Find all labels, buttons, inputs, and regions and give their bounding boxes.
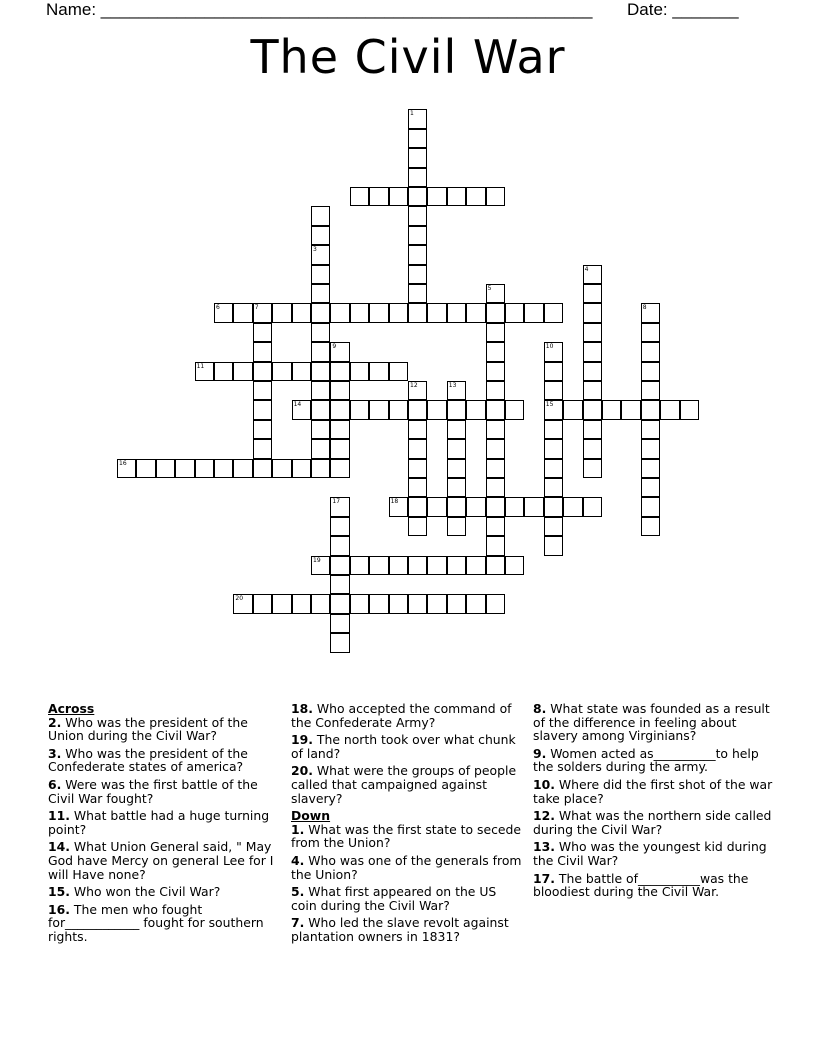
crossword-cell[interactable] (408, 459, 427, 478)
crossword-cell[interactable] (447, 400, 466, 419)
crossword-cell[interactable] (175, 459, 194, 478)
crossword-cell[interactable] (641, 497, 660, 516)
crossword-cell[interactable] (311, 556, 330, 575)
crossword-cell[interactable] (408, 439, 427, 458)
crossword-cell[interactable] (486, 536, 505, 555)
clue-number: 1. (291, 821, 305, 837)
clue-text: Who won the Civil War? (69, 884, 221, 900)
crossword-cell[interactable] (408, 400, 427, 419)
crossword-cell[interactable] (641, 517, 660, 536)
clue-item (291, 916, 523, 943)
crossword-cell[interactable] (583, 439, 602, 458)
clue-number-label: 14 (293, 401, 302, 409)
crossword-cell[interactable] (505, 556, 524, 575)
clue-number-label: 13 (448, 382, 457, 389)
clue-number-label: 16 (119, 459, 127, 467)
clue-number-label: 15 (545, 401, 554, 409)
crossword-cell[interactable] (369, 556, 388, 575)
crossword-cell[interactable] (350, 556, 369, 575)
crossword-cell[interactable] (311, 342, 330, 361)
clue-number: 17. (533, 870, 555, 886)
crossword-cell[interactable] (233, 362, 252, 381)
crossword-cell[interactable] (408, 284, 427, 303)
crossword-cell[interactable] (680, 400, 699, 419)
crossword-cell[interactable] (505, 400, 524, 419)
crossword-cell[interactable] (253, 420, 272, 439)
clue-text: The battle of__________was the bloodiest during the Civil War. (533, 870, 749, 900)
crossword-cell[interactable] (272, 362, 291, 381)
crossword-cell[interactable] (253, 323, 272, 342)
clue-number-label: 3 (313, 246, 317, 254)
crossword-cell[interactable] (272, 303, 291, 322)
clue-number: 18. (291, 701, 313, 716)
crossword-cell[interactable] (544, 303, 563, 322)
clue-text: Who led the slave revolt against plantation owners in 1831? (291, 915, 509, 944)
crossword-cell[interactable] (330, 459, 349, 478)
clues-column-2 (291, 702, 523, 948)
clue-number: 4. (291, 852, 305, 868)
crossword-cell[interactable] (544, 536, 563, 555)
clue-number-label: 12 (410, 382, 418, 389)
clue-item (533, 872, 773, 899)
clue-number: 11. (48, 808, 70, 824)
crossword-cell[interactable] (408, 187, 427, 206)
clue-item (48, 778, 280, 805)
crossword-cell[interactable] (544, 420, 563, 439)
down-clue-list-continued (533, 702, 773, 899)
name-field-line: Name: ____________________________________________________ (46, 0, 593, 19)
clue-number-label: 6 (216, 304, 220, 312)
crossword-cell[interactable] (311, 303, 330, 322)
clue-text: What were the groups of people called that campaigned against slavery? (291, 763, 517, 806)
clue-item (291, 764, 523, 805)
crossword-cell[interactable] (311, 400, 330, 419)
crossword-cell[interactable] (486, 478, 505, 497)
crossword-cell[interactable] (330, 497, 349, 516)
crossword-cell[interactable] (544, 439, 563, 458)
crossword-cell[interactable] (466, 400, 485, 419)
clue-text: Who accepted the command of the Confederate Army? (291, 701, 512, 730)
clue-number: 10. (533, 776, 555, 792)
crossword-cell[interactable] (408, 109, 427, 128)
crossword-cell[interactable] (292, 594, 311, 613)
clue-number: 16. (48, 901, 70, 917)
crossword-cell[interactable] (408, 303, 427, 322)
clue-text: Who was the youngest kid during the Civil War? (533, 839, 767, 868)
crossword-cell[interactable] (563, 497, 582, 516)
crossword-cell[interactable] (583, 459, 602, 478)
clue-text: The north took over what chunk of land? (291, 732, 516, 761)
crossword-cell[interactable] (214, 362, 233, 381)
crossword-cell[interactable] (466, 556, 485, 575)
clue-item (291, 702, 523, 729)
clue-item (48, 840, 280, 881)
crossword-cell[interactable] (389, 362, 408, 381)
crossword-cell[interactable] (660, 400, 679, 419)
crossword-cell[interactable] (486, 439, 505, 458)
crossword-cell[interactable] (408, 517, 427, 536)
clue-text: What first appeared on the US coin during the Civil War? (291, 884, 497, 913)
crossword-cell[interactable] (214, 303, 233, 322)
clue-text: Where did the first shot of the war take place? (533, 776, 773, 806)
crossword-cell[interactable] (641, 303, 660, 322)
crossword-cell[interactable] (195, 362, 214, 381)
crossword-cell[interactable] (544, 400, 563, 419)
crossword-cell[interactable] (233, 303, 252, 322)
clue-number: 14. (48, 839, 70, 855)
crossword-cell[interactable] (621, 400, 640, 419)
clue-item (48, 903, 280, 944)
clue-item (291, 823, 523, 850)
crossword-cell[interactable] (253, 459, 272, 478)
crossword-cell[interactable] (389, 556, 408, 575)
crossword-cell[interactable] (408, 206, 427, 225)
crossword-cell[interactable] (330, 556, 349, 575)
crossword-cell[interactable] (486, 459, 505, 478)
crossword-cell[interactable] (583, 420, 602, 439)
clue-item (533, 747, 773, 774)
crossword-cell[interactable] (641, 420, 660, 439)
crossword-cell[interactable] (408, 478, 427, 497)
clue-number: 3. (48, 745, 62, 761)
crossword-cell[interactable] (447, 497, 466, 516)
crossword-cell[interactable] (524, 497, 543, 516)
crossword-cell[interactable] (292, 303, 311, 322)
crossword-cell[interactable] (350, 362, 369, 381)
crossword-cell[interactable] (253, 594, 272, 613)
crossword-cell[interactable] (641, 342, 660, 361)
crossword-cell[interactable] (330, 362, 349, 381)
clue-number: 2. (48, 714, 62, 730)
crossword-cell[interactable] (427, 497, 446, 516)
crossword-cell[interactable] (641, 478, 660, 497)
clue-number: 19. (291, 732, 313, 748)
crossword-cell[interactable] (311, 439, 330, 458)
crossword-cell[interactable] (369, 400, 388, 419)
crossword-cell[interactable] (583, 400, 602, 419)
crossword-cell[interactable] (447, 187, 466, 206)
crossword-cell[interactable] (447, 478, 466, 497)
crossword-cell[interactable] (253, 362, 272, 381)
crossword-cell[interactable] (641, 400, 660, 419)
clue-number: 7. (291, 915, 305, 931)
crossword-cell[interactable] (272, 594, 291, 613)
crossword-cell[interactable] (544, 497, 563, 516)
crossword-cell[interactable] (583, 497, 602, 516)
crossword-cell[interactable] (427, 400, 446, 419)
crossword-cell[interactable] (311, 245, 330, 264)
crossword-cell[interactable] (544, 342, 563, 361)
crossword-cell[interactable] (427, 187, 446, 206)
crossword-cell[interactable] (350, 303, 369, 322)
crossword-cell[interactable] (641, 459, 660, 478)
crossword-cell[interactable] (486, 303, 505, 322)
crossword-cell[interactable] (505, 303, 524, 322)
crossword-cell[interactable] (253, 381, 272, 400)
crossword-cell[interactable] (544, 478, 563, 497)
clue-number: 6. (48, 776, 62, 792)
crossword-cell[interactable] (427, 594, 446, 613)
clue-text: Who was the president of the Union during the Civil War? (48, 714, 248, 744)
crossword-cell[interactable] (583, 303, 602, 322)
clue-item (533, 840, 773, 867)
crossword-cell[interactable] (330, 439, 349, 458)
crossword-cell[interactable] (330, 633, 349, 652)
crossword-cell[interactable] (544, 517, 563, 536)
clue-text: What was the first state to secede from the Union? (291, 821, 522, 851)
crossword-cell[interactable] (583, 323, 602, 342)
crossword-cell[interactable] (486, 362, 505, 381)
crossword-cell[interactable] (195, 459, 214, 478)
clue-item (48, 747, 280, 774)
crossword-cell[interactable] (253, 400, 272, 419)
clue-text: What was the northern side called during the Civil War? (533, 808, 772, 837)
across-heading: Across (48, 701, 95, 716)
clue-item (291, 733, 523, 760)
crossword-cell[interactable] (466, 594, 485, 613)
clue-number: 12. (533, 808, 555, 824)
crossword-cell[interactable] (486, 556, 505, 575)
clue-item (48, 885, 280, 899)
clue-number: 20. (291, 763, 313, 779)
crossword-cell[interactable] (408, 381, 427, 400)
clue-item (291, 854, 523, 881)
crossword-cell[interactable] (408, 594, 427, 613)
crossword-cell[interactable] (330, 342, 349, 361)
clue-number-label: 20 (235, 595, 244, 603)
crossword-cell[interactable] (583, 265, 602, 284)
crossword-cell[interactable] (369, 303, 388, 322)
clue-item (533, 778, 773, 805)
crossword-cell[interactable] (253, 439, 272, 458)
crossword-cell[interactable] (272, 459, 291, 478)
crossword-cell[interactable] (486, 400, 505, 419)
crossword-cell[interactable] (486, 594, 505, 613)
clue-number-label: 19 (313, 556, 321, 564)
crossword-cell[interactable] (311, 323, 330, 342)
clue-number: 15. (48, 884, 70, 900)
crossword-cell[interactable] (486, 497, 505, 516)
crossword-cell[interactable] (447, 381, 466, 400)
crossword-cell[interactable] (117, 459, 136, 478)
crossword-cell[interactable] (641, 381, 660, 400)
crossword-cell[interactable] (602, 400, 621, 419)
crossword-cell[interactable] (369, 187, 388, 206)
crossword-cell[interactable] (311, 206, 330, 225)
clue-number: 5. (291, 884, 305, 900)
crossword-cell[interactable] (292, 459, 311, 478)
crossword-cell[interactable] (311, 265, 330, 284)
down-clue-list (291, 823, 523, 944)
crossword-cell[interactable] (389, 400, 408, 419)
crossword-cell[interactable] (447, 517, 466, 536)
crossword-cell[interactable] (447, 594, 466, 613)
crossword-cell[interactable] (311, 459, 330, 478)
date-field-line: Date: _______ (627, 0, 739, 19)
crossword-cell[interactable] (408, 497, 427, 516)
crossword-cell[interactable] (330, 303, 349, 322)
crossword-cell[interactable] (641, 323, 660, 342)
down-heading: Down (291, 808, 331, 824)
crossword-cell[interactable] (544, 459, 563, 478)
crossword-cell[interactable] (233, 594, 252, 613)
crossword-cell[interactable] (447, 439, 466, 458)
crossword-cell[interactable] (408, 245, 427, 264)
crossword-cell[interactable] (330, 381, 349, 400)
crossword-cell[interactable] (389, 497, 408, 516)
clue-item (533, 702, 773, 743)
crossword-cell[interactable] (330, 614, 349, 633)
clue-text: What state was founded as a result of the difference in feeling about slavery among Virginians? (533, 701, 770, 744)
crossword-cell[interactable] (563, 400, 582, 419)
crossword-cell[interactable] (253, 303, 272, 322)
clue-text: What Union General said, " May God have Mercy on general Lee for I will Have none? (48, 839, 274, 882)
crossword-cell[interactable] (330, 575, 349, 594)
crossword-cell[interactable] (408, 226, 427, 245)
crossword-cell[interactable] (408, 420, 427, 439)
clue-number: 13. (533, 839, 555, 855)
crossword-cell[interactable] (350, 187, 369, 206)
crossword-cell[interactable] (330, 517, 349, 536)
clue-text: Who was one of the generals from the Union? (291, 852, 522, 882)
crossword-cell[interactable] (486, 342, 505, 361)
crossword-cell[interactable] (253, 342, 272, 361)
crossword-cell[interactable] (136, 459, 155, 478)
crossword-cell[interactable] (156, 459, 175, 478)
clue-number-label: 8 (642, 304, 647, 312)
crossword-cell[interactable] (292, 400, 311, 419)
crossword-cell[interactable] (583, 362, 602, 381)
crossword-cell[interactable] (408, 168, 427, 187)
crossword-cell[interactable] (311, 594, 330, 613)
crossword-cell[interactable] (389, 187, 408, 206)
crossword-cell[interactable] (447, 459, 466, 478)
clue-item (48, 716, 280, 743)
crossword-cell[interactable] (486, 517, 505, 536)
clue-number-label: 10 (545, 343, 554, 351)
crossword-cell[interactable] (311, 420, 330, 439)
crossword-cell[interactable] (486, 381, 505, 400)
crossword-cell[interactable] (447, 556, 466, 575)
clue-text: Were was the first battle of the Civil War fought? (48, 776, 258, 806)
clue-text: Women acted as__________to help the solders during the army. (533, 745, 759, 775)
clue-text: What battle had a huge turning point? (48, 808, 270, 837)
crossword-cell[interactable] (583, 342, 602, 361)
crossword-cell[interactable] (524, 303, 543, 322)
clue-number-label: 11 (196, 362, 205, 370)
clue-item (48, 809, 280, 836)
crossword-cell[interactable] (466, 303, 485, 322)
crossword-cell[interactable] (544, 362, 563, 381)
across-clue-list-continued (291, 702, 523, 805)
crossword-cell[interactable] (466, 497, 485, 516)
clue-item (291, 885, 523, 912)
crossword-cell[interactable] (486, 323, 505, 342)
crossword-cell[interactable] (233, 459, 252, 478)
clue-number-label: 4 (584, 265, 589, 273)
crossword-cell[interactable] (311, 284, 330, 303)
crossword-cell[interactable] (447, 420, 466, 439)
crossword-cell[interactable] (369, 594, 388, 613)
crossword-cell[interactable] (311, 226, 330, 245)
crossword-cell[interactable] (311, 381, 330, 400)
crossword-cell[interactable] (350, 594, 369, 613)
clue-number: 8. (533, 701, 547, 716)
clue-number-label: 9 (332, 343, 337, 351)
crossword-cell[interactable] (427, 303, 446, 322)
crossword-cell[interactable] (408, 129, 427, 148)
across-clue-list (48, 716, 280, 944)
clues-column-1 (48, 702, 280, 948)
crossword-cell[interactable] (505, 497, 524, 516)
clue-number-label: 5 (487, 285, 492, 292)
crossword-cell[interactable] (389, 303, 408, 322)
crossword-cell[interactable] (311, 362, 330, 381)
crossword-cell[interactable] (486, 420, 505, 439)
crossword-cell[interactable] (330, 420, 349, 439)
clue-number-label: 17 (332, 498, 341, 506)
clues-column-3 (533, 702, 773, 903)
crossword-cell[interactable] (330, 594, 349, 613)
crossword-cell[interactable] (408, 556, 427, 575)
clue-number: 9. (533, 745, 547, 761)
crossword-cell[interactable] (408, 265, 427, 284)
crossword-cell[interactable] (466, 187, 485, 206)
crossword-cell[interactable] (486, 284, 505, 303)
clue-text: The men who fought for____________ fought for southern rights. (48, 901, 264, 944)
crossword-cell[interactable] (641, 439, 660, 458)
clue-number-label: 18 (390, 498, 399, 506)
crossword-cell[interactable] (447, 303, 466, 322)
crossword-cell[interactable] (330, 536, 349, 555)
crossword-cell[interactable] (408, 148, 427, 167)
crossword-cell[interactable] (486, 187, 505, 206)
crossword-cell[interactable] (583, 381, 602, 400)
crossword-cell[interactable] (389, 594, 408, 613)
crossword-cell[interactable] (427, 556, 446, 575)
crossword-cell[interactable] (292, 362, 311, 381)
clue-number-label: 7 (254, 304, 259, 312)
crossword-cell[interactable] (369, 362, 388, 381)
clue-number-label: 1 (410, 110, 414, 118)
clue-text: Who was the president of the Confederate states of america? (48, 745, 248, 775)
clue-item (533, 809, 773, 836)
crossword-cell[interactable] (583, 284, 602, 303)
crossword-cell[interactable] (350, 400, 369, 419)
crossword-cell[interactable] (214, 459, 233, 478)
page-title: The Civil War (250, 30, 566, 84)
crossword-cell[interactable] (641, 362, 660, 381)
crossword-cell[interactable] (330, 400, 349, 419)
crossword-cell[interactable] (544, 381, 563, 400)
